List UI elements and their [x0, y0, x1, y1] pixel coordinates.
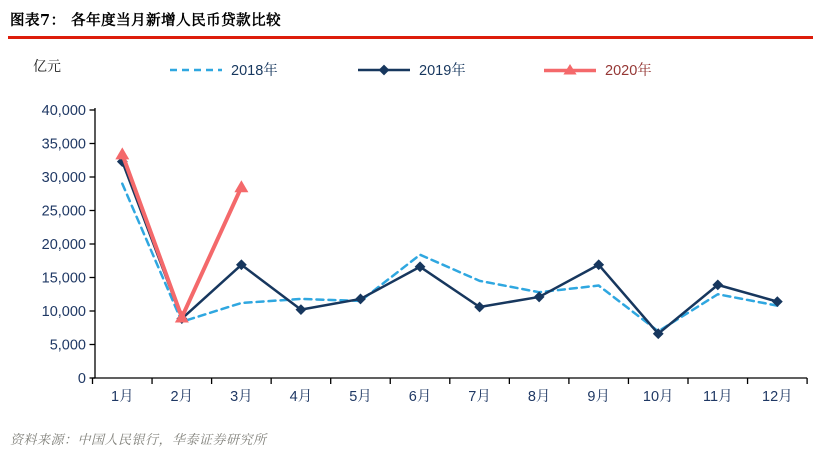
x-tick-label: 11月 — [703, 389, 733, 405]
x-tick-label: 12月 — [762, 389, 793, 405]
legend-label-2020: 2020年 — [605, 63, 652, 79]
series-2018年-line — [122, 184, 777, 332]
y-tick-label: 35,000 — [41, 136, 86, 153]
x-tick-label: 3月 — [230, 389, 253, 405]
series-2020年-line — [122, 154, 241, 317]
diamond-marker-icon — [534, 292, 545, 303]
y-tick-label: 0 — [77, 371, 86, 387]
x-tick-label: 10月 — [642, 389, 674, 405]
triangle-marker-icon — [234, 180, 248, 192]
y-axis-unit-label: 亿元 — [33, 58, 61, 74]
diamond-marker-icon — [355, 294, 366, 305]
y-tick-label: 40,000 — [41, 103, 86, 119]
x-tick-label: 5月 — [349, 389, 372, 405]
y-tick-label: 10,000 — [41, 304, 86, 320]
source-note: 资料来源：中国人民银行，华泰证券研究所 — [10, 433, 267, 448]
chart-title: 图表7： 各年度当月新增人民币贷款比较 — [10, 12, 282, 29]
x-tick-label: 7月 — [468, 389, 491, 405]
y-tick-label: 20,000 — [41, 237, 86, 253]
x-tick-label: 8月 — [527, 389, 551, 405]
y-tick-label: 15,000 — [41, 270, 86, 287]
x-tick-label: 9月 — [587, 389, 610, 405]
x-tick-label: 6月 — [408, 389, 432, 405]
legend-label-2018: 2018年 — [231, 63, 278, 79]
y-tick-label: 25,000 — [41, 203, 86, 220]
x-tick-label: 1月 — [111, 389, 134, 405]
series-2019年-line — [122, 162, 777, 334]
y-tick-label: 5,000 — [49, 337, 86, 354]
y-tick-label: 30,000 — [41, 170, 86, 186]
x-tick-label: 4月 — [289, 389, 313, 405]
legend-label-2019: 2019年 — [419, 63, 466, 79]
x-tick-label: 2月 — [170, 389, 194, 405]
triangle-marker-icon — [115, 147, 129, 159]
